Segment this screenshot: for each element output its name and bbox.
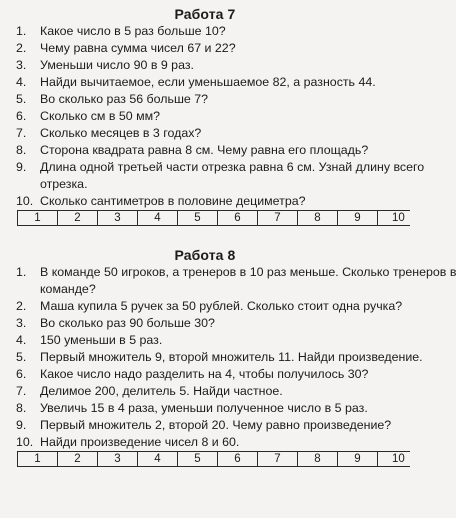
work7-question-3	[16, 57, 410, 74]
work7-title: Работа 7	[174, 6, 236, 22]
answer-cell-7[interactable]: 7	[258, 211, 298, 225]
question-text: Длина одной третьей части отрезка равна 6 см. Узнай длину всего	[40, 160, 425, 174]
question-text: Во сколько раз 90 больше 30?	[40, 316, 215, 330]
work8-question-4	[16, 332, 410, 349]
work7-question-9-continuation: отрезка.	[40, 177, 88, 191]
work8-answer-grid	[17, 451, 410, 467]
work8-question-3	[16, 315, 410, 332]
question-text: Первый множитель 9, второй множитель 11. Найди произведение.	[40, 350, 423, 364]
question-text: Делимое 200, делитель 5. Найди частное.	[40, 384, 283, 398]
question-number: 4.	[16, 75, 27, 89]
answer-cell-6[interactable]: 6	[218, 211, 258, 225]
question-number: 2.	[16, 299, 27, 313]
question-number: 1.	[16, 24, 27, 38]
question-number: 9.	[16, 418, 27, 432]
work7-answer-grid	[17, 210, 410, 226]
work7-question-4	[16, 74, 410, 91]
question-text: В команде 50 игроков, а тренеров в 10 раз меньше. Сколько тренеров в	[40, 265, 456, 279]
answer-cell-2[interactable]: 2	[58, 211, 98, 225]
answer-cell-3[interactable]: 3	[98, 211, 138, 225]
work7-question-7	[16, 125, 410, 142]
question-text: Маша купила 5 ручек за 50 рублей. Сколько стоит одна ручка?	[40, 299, 403, 313]
answer-cell-6[interactable]: 6	[218, 452, 258, 466]
answer-cell-8[interactable]: 8	[298, 211, 338, 225]
question-number: 8.	[16, 401, 27, 415]
question-text: Увеличь 15 в 4 раза, уменьши полученное число в 5 раз.	[40, 401, 368, 415]
work8-question-5	[16, 349, 423, 366]
work7-question-10	[16, 193, 410, 210]
answer-cell-1[interactable]: 1	[18, 211, 58, 225]
work8-question-1-continuation: команде?	[40, 282, 96, 296]
answer-cell-4[interactable]: 4	[138, 211, 178, 225]
question-text: 150 уменьши в 5 раз.	[40, 333, 163, 347]
work8-question-8	[16, 400, 410, 417]
question-text: Сколько см в 50 мм?	[40, 109, 161, 123]
question-text: Какое число надо разделить на 4, чтобы получилось 30?	[40, 367, 369, 381]
work7-question-2	[16, 40, 410, 57]
answer-cell-5[interactable]: 5	[178, 452, 218, 466]
work8-question-1	[16, 264, 456, 281]
answer-cell-2[interactable]: 2	[58, 452, 98, 466]
question-text: Найди вычитаемое, если уменьшаемое 82, а разность 44.	[40, 75, 376, 89]
answer-cell-9[interactable]: 9	[338, 452, 378, 466]
answer-cell-10[interactable]: 10	[392, 453, 405, 465]
question-number: 6.	[16, 109, 27, 123]
question-text: Найди произведение чисел 8 и 60.	[40, 435, 240, 449]
answer-cell-3[interactable]: 3	[98, 452, 138, 466]
question-text: Во сколько раз 56 больше 7?	[40, 92, 208, 106]
answer-cell-10[interactable]: 10	[392, 212, 405, 224]
question-text: Чему равна сумма чисел 67 и 22?	[40, 41, 236, 55]
question-number: 10.	[16, 435, 34, 449]
question-number: 3.	[16, 58, 27, 72]
answer-cell-9[interactable]: 9	[338, 211, 378, 225]
question-number: 7.	[16, 384, 27, 398]
answer-cell-4[interactable]: 4	[138, 452, 178, 466]
question-text: Сколько сантиметров в половине дециметра?	[40, 194, 306, 208]
work8-question-6	[16, 366, 410, 383]
question-number: 6.	[16, 367, 27, 381]
question-text: Сколько месяцев в 3 годах?	[40, 126, 202, 140]
question-text: Какое число в 5 раз больше 10?	[40, 24, 226, 38]
answer-cell-1[interactable]: 1	[18, 452, 58, 466]
question-number: 8.	[16, 143, 27, 157]
work8-question-10	[16, 434, 410, 451]
question-text: Первый множитель 2, второй 20. Чему равно произведение?	[40, 418, 392, 432]
work7-question-1	[16, 23, 410, 40]
answer-cell-5[interactable]: 5	[178, 211, 218, 225]
question-text: Уменьши число 90 в 9 раз.	[40, 58, 194, 72]
work7-question-5	[16, 91, 410, 108]
question-number: 1.	[16, 265, 27, 279]
question-number: 4.	[16, 333, 27, 347]
work7-question-8	[16, 142, 410, 159]
question-number: 5.	[16, 92, 27, 106]
work7-question-6	[16, 108, 410, 125]
question-number: 3.	[16, 316, 27, 330]
work8-question-2	[16, 298, 410, 315]
question-number: 10.	[16, 194, 34, 208]
work7-question-9	[16, 159, 425, 176]
question-number: 7.	[16, 126, 27, 140]
answer-cell-8[interactable]: 8	[298, 452, 338, 466]
question-text: Сторона квадрата равна 8 см. Чему равна его площадь?	[40, 143, 369, 157]
work8-title: Работа 8	[174, 247, 236, 263]
work8-question-7	[16, 383, 410, 400]
question-number: 9.	[16, 160, 27, 174]
work8-question-9	[16, 417, 410, 434]
question-number: 5.	[16, 350, 27, 364]
question-number: 2.	[16, 41, 27, 55]
answer-cell-7[interactable]: 7	[258, 452, 298, 466]
